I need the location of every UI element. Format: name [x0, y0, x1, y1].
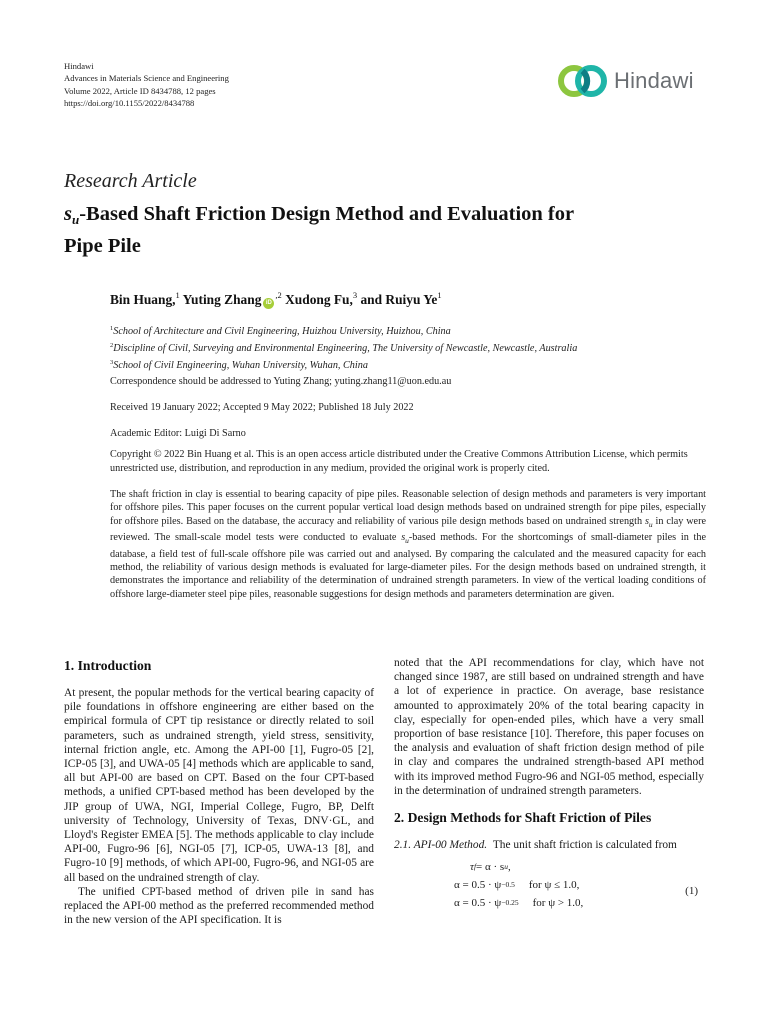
- title-line-1: [64, 201, 704, 233]
- author-list: [110, 290, 442, 309]
- author-aff: 1: [437, 290, 442, 300]
- affiliation-text: Discipline of Civil, Surveying and Environmental Engineering, The University of Newcastle, Newcastle, Australia: [113, 343, 578, 354]
- affiliation-item: [110, 339, 577, 356]
- academic-editor: Academic Editor: Luigi Di Sarno: [110, 428, 246, 439]
- section-heading-introduction: 1. Introduction: [64, 658, 152, 673]
- affiliation-item: [110, 356, 577, 373]
- left-column: [64, 658, 374, 927]
- eq-text: α = 0.5 · ψ: [454, 879, 502, 892]
- eq-condition: for ψ ≤ 1.0,: [528, 879, 580, 892]
- subsection-heading: 2.1. API-00 Method.: [394, 839, 488, 852]
- affiliation-num: 2: [110, 342, 114, 349]
- title-line-2: Pipe Pile: [64, 235, 141, 257]
- eq-exponent: −0.5: [501, 880, 515, 890]
- affiliation-text: School of Civil Engineering, Wuhan University, Wuhan, China: [113, 360, 368, 371]
- subsection-paragraph: [394, 838, 704, 852]
- right-column: [394, 656, 704, 912]
- author-name[interactable]: Bin Huang,: [110, 292, 176, 307]
- affiliation-num: 1: [110, 325, 114, 332]
- eq-symbol: τ: [470, 861, 474, 874]
- eq-text: α = 0.5 · ψ: [454, 897, 502, 910]
- publication-dates: Received 19 January 2022; Accepted 9 May 2022; Published 18 July 2022: [110, 402, 414, 413]
- equation-line: [394, 858, 704, 876]
- orcid-icon[interactable]: iD: [263, 298, 274, 309]
- copyright-notice: Copyright © 2022 Bin Huang et al. This is an open access article distributed under the Creative Commons Attribution License, which permits unrestricted use, distribution, and reproduction in any medium, provided the original work is properly cited.: [110, 449, 688, 474]
- abstract: [110, 488, 706, 601]
- journal-header: [64, 60, 229, 110]
- hindawi-logo-icon: [556, 62, 610, 100]
- author-aff: 3: [352, 290, 358, 300]
- body-paragraph: noted that the API recommendations for clay, which have not changed since 1987, are still based on undrained strength and have a lot of experience in practice. On average, base resistance amounted to approximately 20% of the total bearing capacity in clay, especially for open-ended piles, which have a very small proportion of base resistance [10]. Therefore, this paper focuses on the analysis and evaluation of shaft friction design method of pile in clay and compares the undrained strength-based API method with its improved method Fugro-96 and NGI-05 method, especially in the determination of undrained strength parameters.: [394, 657, 704, 797]
- abstract-text: -based methods. For the shortcomings of small-diameter piles in the database, a field test of full-scale offshore pile was carried out and analysed. By comparing the calculated and the measured capacity for each method, the reliability of various design methods is evaluated for large-diameter piles. For the design methods based on undrained strength, it demonstrates the importance and reliability of the determination of undrained strength parameters. In view of the vertical loading conditions of offshore large-diameter steel pipe piles, reasonable suggestions for design methods and parameters determination are given.: [110, 532, 706, 600]
- affiliation-num: 3: [110, 359, 114, 366]
- author-name[interactable]: Yuting Zhang: [182, 292, 262, 307]
- equation-line: [394, 876, 704, 894]
- eq-condition: for ψ > 1.0,: [532, 897, 584, 910]
- eq-exponent: −0.25: [501, 898, 519, 908]
- author-name[interactable]: Xudong Fu,: [285, 292, 353, 307]
- title-symbol-sub: u: [71, 212, 80, 227]
- intro-paragraph: The unified CPT-based method of driven pile in sand has replaced the API-00 method as the preferred recommended method in the new version of the API specification. It is: [64, 885, 374, 927]
- equation-number: (1): [685, 885, 698, 898]
- author-aff: 1: [175, 290, 180, 300]
- article-title: [64, 201, 704, 260]
- correspondence: Correspondence should be addressed to Yuting Zhang; yuting.zhang11@uon.edu.au: [110, 376, 452, 387]
- eq-text: ,: [507, 861, 511, 874]
- publisher-name: Hindawi: [64, 61, 94, 71]
- affiliations: [110, 322, 577, 373]
- intro-paragraph: At present, the popular methods for the vertical bearing capacity of pile foundations in offshore engineering are either based on the empirical formula of CPT tip resistance or directly related to soil parameters, such as undrained strength, yield stress, sensitivity, internal friction angle, etc. Among the API-00 [1], Fugro-05 [2], ICP-05 [3], and UWA-05 [4] methods which are applicable to sand, all but API-00 are based on CPT. Based on the four CPT-based methods, a unified CPT-based method has been developed by the JIP group of UWA, NGI, Imperial College, Fugro, BP, Delft university of Technology, University of Texas, DNV·GL, and Lloyd's Register EMEA [5]. The methods applicable to clay include API-00, Fugro-96 [6], NGI-05 [7], ICP-05, UWA-13 [8], and Fugro-10 [9] methods, of which API-00, Fugro-96, and NGI-05 are all based on the undrained strength of clay.: [64, 687, 374, 884]
- abstract-text: The shaft friction in clay is essential to bearing capacity of pipe piles. Reasonable selection of design methods and parameters is very important for offshore piles. This paper focuses on the current popular vertical load design methods based on undrained strength for pipe piles, especially for offshore piles. Based on the database, the accuracy and reliability of various pile design methods based on undrained strength: [110, 489, 706, 527]
- abstract-symbol-sub: u: [648, 519, 653, 529]
- eq-sub: u: [504, 862, 508, 872]
- abstract-symbol-sub: u: [405, 536, 409, 546]
- volume-info: Volume 2022, Article ID 8434788, 12 pages: [64, 85, 216, 96]
- article-type: Research Article: [64, 170, 197, 192]
- doi-link[interactable]: https://doi.org/10.1155/2022/8434788: [64, 98, 195, 109]
- journal-name: Advances in Materials Science and Engineering: [64, 73, 229, 84]
- affiliation-item: [110, 322, 577, 339]
- eq-text: = α · s: [476, 861, 505, 874]
- logo-wordmark: Hindawi: [614, 68, 694, 93]
- abstract-symbol: s: [401, 532, 406, 544]
- abstract-symbol: s: [644, 515, 649, 527]
- section-heading-design-methods: 2. Design Methods for Shaft Friction of Piles: [394, 810, 652, 826]
- abstract-text: in clay were reviewed. The small-scale model tests were conducted to evaluate: [110, 515, 706, 544]
- equation-line: [394, 894, 704, 912]
- eq-sub: f: [473, 862, 477, 872]
- author-aff: ,2: [275, 290, 282, 300]
- title-rest: -Based Shaft Friction Design Method and Evaluation for: [79, 203, 575, 225]
- title-symbol: s: [64, 203, 72, 225]
- hindawi-logo: [556, 62, 694, 100]
- affiliation-text: School of Architecture and Civil Engineering, Huizhou University, Huizhou, China: [113, 326, 451, 337]
- author-name[interactable]: and Ruiyu Ye: [360, 292, 438, 307]
- equation-1: [394, 858, 704, 912]
- subsection-text: The unit shaft friction is calculated from: [492, 839, 677, 852]
